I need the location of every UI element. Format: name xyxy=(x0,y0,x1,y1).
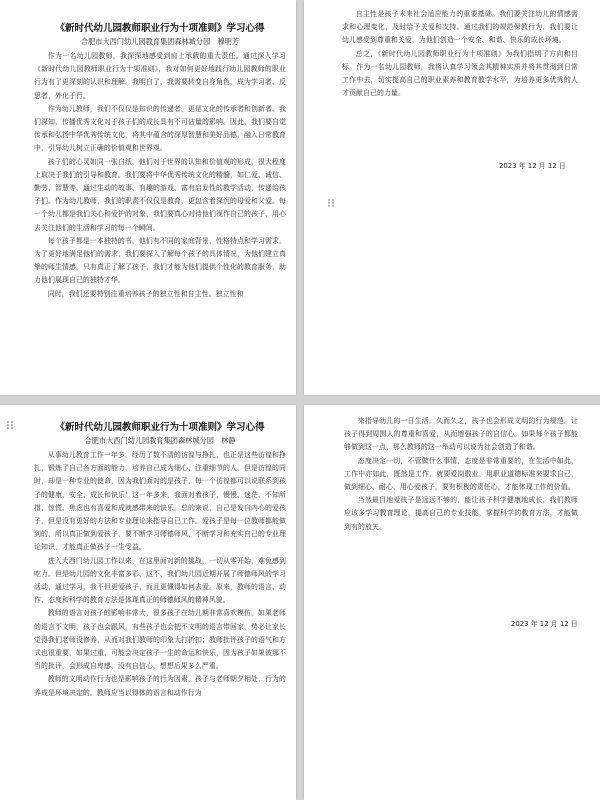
page-1-author: 合肥市大西门幼儿园教育集团森林城分园 穆明芳 xyxy=(80,37,240,46)
document-page-3 xyxy=(0,405,296,800)
paragraph: 作为一名幼儿园教师，我深深地感受到肩上承载的重大责任。通过深入学习《新时代幼儿园教师职业行为十项准则》，我对如何更好地践行幼儿园教师的职业行为有了更深刻的认识和理解。我明白了，我需要转变自身角色，成为学习者、反思者，外化于行。 xyxy=(34,52,286,100)
paragraph: 作为幼儿教师，我们不仅仅是知识的传递者，更是文化的传承者和创新者。我们深知，传播优秀文化对于孩子们的成长具有不可估量的影响。因此，我们要自觉传承和弘扬中华优秀传统文化，将其中蕴含的深厚智慧和美好品德，融入日常教育中，引导幼儿树立正确的价值观和世界观。 xyxy=(34,104,286,153)
paragraph: 每个孩子都是一本独特的书，他们有不同的家庭背景、性格特点和学习需求。为了更好地满足他们的需求，我们要深入了解每个孩子的具体情况，为他们建立真挚的师生情感。只有真正了解了孩子，我们才能为他们提供个性化的教育服务，助力他们展现自己的独特才华。 xyxy=(34,236,286,285)
paragraph: 态度决定一切，不管做什么事情，态度是非常重要的，在生活中如此，工作中亦如此，既然是工作，就要爱岗敬业，用职业道德标准来要求自己，做到细心、耐心、用心爱孩子，要有积极的责任心，才能体现工作的价值。 xyxy=(344,456,578,492)
paragraph: 孩子们的心灵如同一张白纸，他们对于世界的认知和价值观的形成，很大程度上取决于我们的引导和教育。我们要将中华优秀传统文化的精髓，如仁爱、诚信、勤劳、智慧等，通过生动的故事、有趣的游戏、富有启发性的教学活动，传递给孩子们。作为幼儿教师，我们的职责不仅仅是教育，更包含着深沉的母爱和父爱。每一个幼儿都是我们关心和爱护的对象，我们要真心对待他们视作自己的孩子，用心去关注他们的生活和学习的每一个瞬间。 xyxy=(34,157,286,232)
page-2-date: 2023 年 12 月 12 日 xyxy=(499,162,566,170)
paragraph: 教师的文明动作行为也是影响孩子的行为因素，孩子与老师朝夕相处，行为的养成是环境决定的。教师应当以得体的语言和动作行为 xyxy=(34,675,286,697)
paragraph: 进入大西门幼儿园工作以来，在这里面对新的挑战，一切从零开始，难免感到吃力。但是幼儿园的文化丰富多彩，这不，我们幼儿园近期开展了师德师风的学习活动，通过学习，我不但更爱孩子，而且更懂得如何去爱。原来，教师的语言、动作、态度和科学的教育方法是体现真正的师德师风的精神风貌。 xyxy=(34,556,286,605)
page-4-date: 2023 年 12 月 12 日 xyxy=(511,620,578,628)
drag-handle-icon[interactable] xyxy=(327,198,335,208)
page-1-title: 《新时代幼儿园教师职业行为十项准则》学习心得 xyxy=(55,23,265,34)
paragraph: 自主性是孩子未来社会适应能力的重要基础。我们要关注幼儿的情感需求和心理变化，及时给予关爱和支持。通过我们的规范保教行为，我们要让幼儿感受到尊重和关爱，为他们创造一个安全、和谐、快乐的成长环境。 xyxy=(342,10,578,45)
paragraph: 同时，我们还要特别注重培养孩子的独立性和自主性。独立性和 xyxy=(47,289,244,298)
paragraph: 总之，《新时代幼儿园教师职业行为十项准则》为我们指明了方向和目标。作为一名幼儿园教师，我将认真学习领会其精神实质并将其贯彻到日常工作中去，切实提高自己的职业素养和教育教学水平，为培养更多优秀的人才贡献自己的力量。 xyxy=(342,49,578,98)
page-4-content xyxy=(344,415,578,534)
page-1-content xyxy=(34,22,286,301)
page-3-title: 《新时代幼儿园教师职业行为十项准则》学习心得 xyxy=(55,422,265,433)
paragraph: 从事幼儿教育工作一年多，经历了数不清的彷徨与挣扎，也正是这些彷徨和挣扎，锻炼了自己各方面的能力，培养自己成为细心、注重细节的人。但是彷徨的同时，却是一种专业的使命，因为我们面对的是孩子，每一个彷徨都可以说联系到孩子的健康、安全、成长和快乐！这一年多来，我面对着孩子，慢慢、迷茫、不知所措、惊慌、焦虑也有喜爱和成就感带来的快乐。总的来说，自己是发自内心的爱孩子，但是没有更好的方法和专业理论来指导自己工作。爱孩子是每一位教师都能做到的，所以真正做到爱孩子，要不断学习师德师风，不断学习和充实自己的专业理论知识，才能真正做孩子一生受益。 xyxy=(34,451,286,552)
document-page-2 xyxy=(304,0,600,395)
page-3-author: 合肥市大西门幼儿园教育集团森林城分园 林静 xyxy=(84,436,236,445)
paragraph: 来指导幼儿的一日生活。久而久之，孩子也会形成文明的行为规范。让孩子得到周围人的尊重和喜爱，从而增强孩子的自信心。如果每个孩子都能够做到这一点，那么教师的这一举动可以说为社会创造了和谐。 xyxy=(344,417,578,452)
horizontal-page-gap xyxy=(0,395,600,405)
drag-handle-icon[interactable] xyxy=(6,420,14,430)
page-3-content xyxy=(34,421,286,700)
drag-handle-icon-graphic xyxy=(6,420,14,430)
paragraph: 当然最目地爱孩子是远远不够的，能让孩子科学健康地成长，我们教师应该多学习教育理论，提高自己的专业技能，掌握科学的教育方法，才能做到有的放矢。 xyxy=(344,496,578,531)
paragraph: 教师的语言对孩子的影响非常大，很多孩子在幼儿期非常喜欢模仿，如果老师的语言不文明，孩子也会跟风，有些孩子也会把不文明的语言带回家，势必让家长觉得我们老师没修养，从而对我们教师的印象大打折扣；教师批评孩子的语气和方式也很重要，如果过重，可能会决定孩子一生的命运和快乐，因为孩子如果被那不当的批评，会形成自卑感，没有自信心，想想后果多么严重。 xyxy=(34,609,286,671)
document-page-4 xyxy=(304,405,600,800)
document-page-1 xyxy=(0,0,296,395)
page-2-content xyxy=(342,8,578,100)
drag-handle-icon-graphic xyxy=(327,198,335,208)
